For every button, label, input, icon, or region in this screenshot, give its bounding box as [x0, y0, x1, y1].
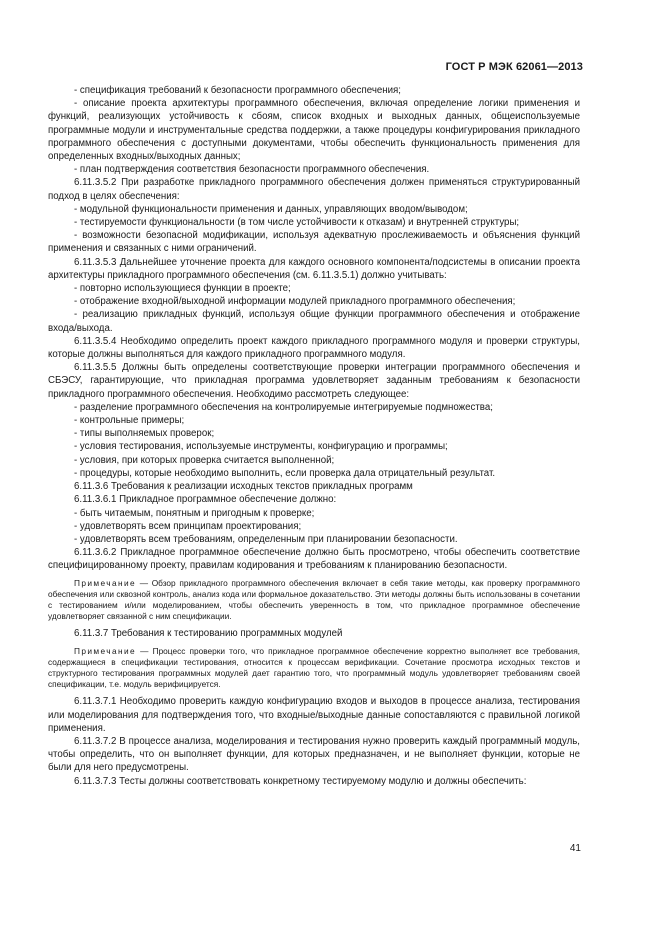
paragraph: - условия тестирования, используемые инструменты, конфигурацию и программы; — [74, 441, 448, 453]
standard-header: ГОСТ Р МЭК 62061—2013 — [445, 61, 583, 73]
paragraph: 6.11.3.6 Требования к реализации исходных текстов прикладных программ — [74, 481, 413, 493]
paragraph: - повторно использующиеся функции в проекте; — [74, 283, 291, 295]
paragraph: - быть читаемым, понятным и пригодным к проверке; — [74, 507, 315, 519]
paragraph: 6.11.3.7.2 В процессе анализа, моделирования и тестирования нужно проверить каждый программный модуль, чтобы определить, что он выполняет функции, для которых предназначен, и не выполняет функции, которые не были для него предусмотрены. — [48, 735, 580, 774]
note — [48, 578, 580, 623]
page-number: 41 — [569, 843, 581, 854]
paragraph: - контрольные примеры; — [74, 415, 185, 427]
note-label: Примечание — [74, 645, 137, 656]
paragraph: - описание проекта архитектуры программного обеспечения, включая определение логики применения и функций, реализующих устойчивость к сбоям, список входных и выходных данных, общеиспользуемые программные модули и инструментальные средства поддержки, а также процедуры конфигурирования прикладного программного обеспечения с доступными документами, чтобы обеспечить функциональность применения для определенных входных/выходных данных; — [48, 98, 580, 163]
paragraph: - типы выполняемых проверок; — [74, 428, 215, 440]
paragraph: - план подтверждения соответствия безопасности программного обеспечения. — [74, 164, 430, 176]
note-label: Примечание — [74, 577, 137, 588]
paragraph: 6.11.3.7.1 Необходимо проверить каждую конфигурацию входов и выходов в процессе анализа, тестирования или моделирования для подтверждения того, что входные/выходные данные сопоставляются с правильной логикой применения. — [48, 696, 580, 734]
paragraph: - отображение входной/выходной информации модулей прикладного программного обеспечения; — [74, 296, 516, 308]
paragraph: 6.11.3.5.3 Дальнейшее уточнение проекта для каждого основного компонента/подсистемы в описании проекта архитектуры прикладного программного обеспечения (см. 6.11.3.5.1) должно учитывать: — [48, 256, 580, 281]
paragraph: - удовлетворять всем требованиям, определенным при планировании безопасности. — [74, 533, 458, 545]
paragraph: - разделение программного обеспечения на контролируемые интегрируемые подмножества; — [74, 401, 493, 413]
paragraph: - условия, при которых проверка считается выполненной; — [74, 454, 335, 466]
paragraph: 6.11.3.5.5 Должны быть определены соответствующие проверки интеграции программного обеспечения и СБЭСУ, гарантирующие, что прикладная программа удовлетворяет заданным требованиям к безопасности прикладного программного обеспечения. Необходимо рассмотреть следующее: — [48, 362, 580, 400]
paragraph: - возможности безопасной модификации, используя адекватную прослеживаемость и объяснения функций применения и связанных с ними ограничений. — [48, 230, 580, 255]
document-body — [48, 84, 580, 788]
paragraph: - модульной функциональности применения и данных, управляющих вводом/выводом; — [74, 203, 468, 215]
note — [48, 646, 580, 691]
paragraph: 6.11.3.5.4 Необходимо определить проект каждого прикладного программного модуля и проверки структуры, которые должны выполняться для каждого прикладного программного модуля. — [48, 335, 580, 361]
paragraph: 6.11.3.6.2 Прикладное программное обеспечение должно быть просмотрено, чтобы обеспечить соответствие специфицированному проекту, правилам кодирования и требованиям к планированию безопасности. — [48, 547, 580, 572]
note-text: — Обзор прикладного программного обеспечения включает в себя такие методы, как проверку программного обеспечения или сквозной контроль, анализ кода или формальное доказательство. Эти методы должны быть использованы в сочетании с тестированием и/или моделированием, чтобы обеспечить уверенность в том, что прикладное программное обеспечение удовлетворяет связанной с ним спецификации. — [48, 577, 581, 622]
note-text: — Процесс проверки того, что прикладное программное обеспечение корректно выполняет все требования, содержащиеся в спецификации тестирования, относится к процессам верификации. Сочетание просмотра исходных текстов и структурного тестирования программных модулей дает гарантию того, что программный модуль удовлетворяет требованиям своей спецификации, т.е. модуль верифицируется. — [48, 645, 580, 690]
paragraph: - спецификация требований к безопасности программного обеспечения; — [74, 85, 401, 96]
section-title: 6.11.3.7 Требования к тестированию программных модулей — [74, 628, 343, 640]
paragraph: 6.11.3.5.2 При разработке прикладного программного обеспечения должен применяться структурированный подход в целях обеспечения: — [48, 177, 580, 202]
paragraph: - реализацию прикладных функций, используя общие функции программного обеспечения и отображение входа/выхода. — [48, 309, 580, 334]
paragraph: - процедуры, которые необходимо выполнить, если проверка дала отрицательный результат. — [74, 467, 496, 479]
paragraph: 6.11.3.7.3 Тесты должны соответствовать конкретному тестируемому модулю и должны обеспечить: — [74, 775, 527, 787]
paragraph: - удовлетворять всем принципам проектирования; — [74, 520, 302, 532]
paragraph: - тестируемости функциональности (в том числе устойчивости к отказам) и внутренней структуры; — [74, 217, 520, 229]
paragraph: 6.11.3.6.1 Прикладное программное обеспечение должно: — [74, 494, 337, 506]
